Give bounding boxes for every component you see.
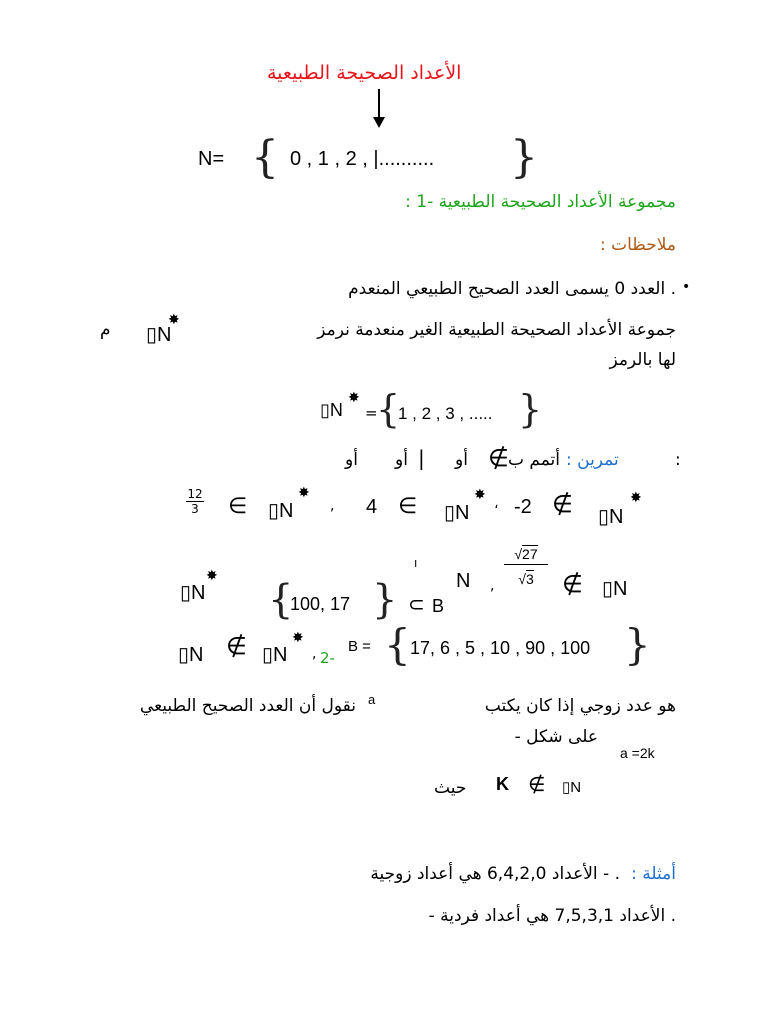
- set-nstar-brace-left: {: [376, 387, 401, 431]
- star-icon: ✸: [206, 568, 218, 584]
- row3-brace-left: {: [384, 620, 411, 669]
- row3-nstar-2: ▯N: [262, 644, 288, 666]
- set-nstar-eq: =: [365, 404, 378, 422]
- row3-label-2: 2-: [320, 649, 335, 667]
- row2-comma: ,: [490, 578, 495, 594]
- row2-brace-right: }: [372, 577, 398, 623]
- row1-nstar-1: ▯N: [268, 500, 294, 522]
- star-icon: ✸: [168, 312, 180, 328]
- row1-comma-1: ,: [330, 498, 335, 514]
- set-nstar-symbol: ▯N: [320, 400, 343, 420]
- set-n-brace-left: {: [251, 132, 279, 183]
- row1-four: 4: [366, 496, 378, 518]
- row3-comma: ,: [312, 646, 317, 662]
- row3-set: 17, 6 , 5 , 10 , 90 , 100: [410, 638, 591, 658]
- subset-icon: ⊂: [408, 592, 425, 616]
- sqrt-fraction: [504, 544, 548, 587]
- row3-brace-right: }: [624, 620, 651, 669]
- row3-b-eq: B =: [348, 638, 371, 655]
- note-2-nstar-symbol: ▯N: [146, 324, 172, 346]
- fraction-denominator: 3: [191, 502, 199, 516]
- examples-even: . - الأعداد 6,4,2,0 هي أعداد زوجية: [370, 864, 620, 884]
- examples-label: أمثلة :: [631, 864, 676, 884]
- note-1: . العدد 0 يسمى العدد الصحيح الطبيعي المنعدم: [348, 279, 676, 299]
- down-arrow-icon: [370, 88, 390, 130]
- row2-set: 100, 17: [290, 594, 351, 614]
- para2-line-2: على شكل -: [514, 727, 598, 747]
- where-label: حيث: [434, 778, 467, 798]
- examples-odd: . الأعداد 7,5,3,1 هي أعداد فردية -: [428, 906, 676, 926]
- star-icon: ✸: [292, 630, 304, 646]
- row2-b: B: [432, 596, 445, 616]
- row2-brace-left: {: [268, 577, 294, 623]
- sqrt-denominator: √3: [518, 571, 534, 587]
- set-n-elements: 0 , 1 , 2 , |..........: [290, 148, 435, 170]
- exercise-text: أتمم ب: [508, 450, 561, 470]
- set-nstar-brace-right: }: [518, 387, 543, 431]
- not-subset-icon: ∉: [562, 570, 583, 598]
- notin-symbol-icon: ∉: [488, 444, 509, 472]
- star-icon: ✸: [630, 490, 642, 506]
- section-1-heading: مجموعة الأعداد الصحيحة الطبيعية -1 :: [405, 192, 676, 212]
- fraction-numerator: 12: [187, 487, 203, 501]
- sqrt-numerator: √27: [504, 544, 548, 565]
- divider-bar-icon: |: [418, 446, 425, 470]
- set-n-brace-right: }: [510, 132, 538, 183]
- exercise-or-1: أو: [455, 450, 468, 470]
- para2-line-1b: هو عدد زوجي إذا كان يكتب: [484, 696, 676, 716]
- note-2-fragment: م: [100, 320, 111, 340]
- row1-nstar-3: ▯N: [598, 506, 624, 528]
- exercise-or-2: أو: [395, 450, 408, 470]
- fraction-12-over-3: [186, 487, 204, 516]
- where-n: ▯N: [562, 779, 582, 796]
- exercise-or-3: أو: [345, 450, 358, 470]
- element-of-icon: ∈: [228, 494, 248, 519]
- notin-symbol-icon: ∉: [528, 772, 546, 796]
- row1-nstar-2: ▯N: [444, 502, 470, 524]
- row2-tick: ı: [414, 556, 418, 570]
- page-title: الأعداد الصحيحة الطبيعية: [267, 62, 462, 84]
- set-nstar-elements: 1 , 2 , 3 , .....: [398, 404, 493, 423]
- exercise-colon: :: [675, 450, 681, 470]
- bullet-icon: •: [682, 279, 691, 295]
- notes-heading: ملاحظات :: [599, 235, 676, 255]
- set-n-symbol: N=: [198, 148, 225, 170]
- star-icon: ✸: [348, 390, 360, 406]
- row2-n: N: [456, 570, 471, 592]
- star-icon: ✸: [298, 485, 310, 501]
- not-subset-icon: ∉: [552, 490, 573, 518]
- row2-nstar-1: ▯N: [180, 582, 206, 604]
- formula: a =2k: [620, 745, 655, 761]
- row1-minus-2: -2: [514, 496, 532, 518]
- exercise-label: تمرين :: [566, 450, 619, 470]
- note-2-line-1: جموعة الأعداد الصحيحة الطبيعية الغير منعدمة نرمز: [317, 320, 676, 340]
- element-of-icon: ∈: [398, 494, 418, 519]
- note-2-line-2: لها بالرمز: [609, 350, 676, 370]
- not-subset-icon: ∉: [226, 632, 247, 660]
- row1-comma-2: ،: [494, 496, 499, 512]
- row2-n-3: ▯N: [602, 578, 628, 600]
- row3-n-1: ▯N: [178, 644, 204, 666]
- where-k: K: [496, 774, 509, 794]
- para2-a: a: [368, 692, 376, 707]
- para2-line-1: نقول أن العدد الصحيح الطبيعي: [139, 696, 356, 716]
- star-icon: ✸: [474, 487, 486, 503]
